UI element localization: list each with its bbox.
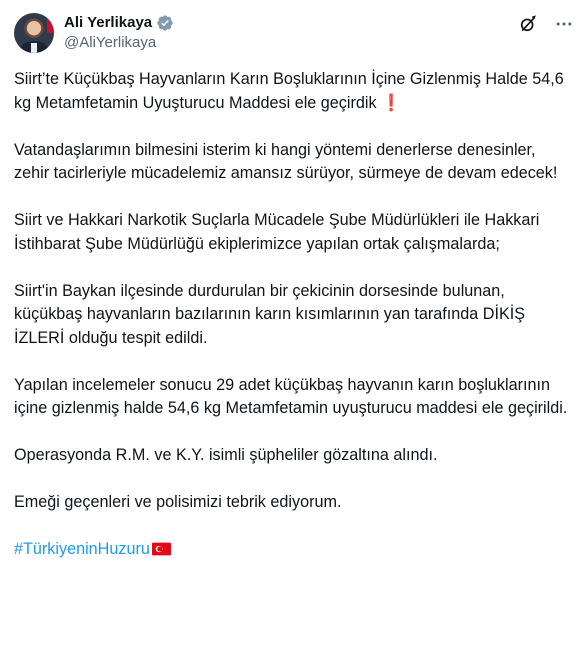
tweet-paragraph-5: Yapılan incelemeler sonucu 29 adet küçükbaş hayvanın karın boşluklarının içine gizlenmiş halde 54,6 kg Metamfetamin uyuşturucu maddesi ele geçirildi. <box>14 375 568 417</box>
grok-icon[interactable] <box>518 14 538 34</box>
header-actions <box>518 12 574 36</box>
more-icon[interactable] <box>554 14 574 34</box>
tweet-paragraph-2: Vatandaşlarımın bilmesini isterim ki hangi yöntemi denerlerse denesinler, zehir tacirleriyle mücadelemiz amansız sürüyor, sürmeye de devam edecek! <box>14 140 558 182</box>
verified-badge-icon <box>156 14 174 32</box>
exclamation-emoji-icon: ❗ <box>381 93 402 112</box>
avatar-shirt <box>31 43 37 53</box>
avatar-flag <box>47 19 54 33</box>
tweet-paragraph-4: Siirt'in Baykan ilçesinde durdurulan bir çekicinin dorsesinde bulunan, küçükbaş hayvanların bazılarının karın kısımlarının yan tarafında DİKİŞ İZLERİ olduğu tespit edildi. <box>14 281 526 347</box>
tweet-paragraph-headline <box>14 68 574 115</box>
headline-text: Siirt’te Küçükbaş Hayvanların Karın Boşluklarının İçine Gizlenmiş Halde 54,6 kg Metamfetamin Uyuşturucu Maddesi ele geçirdik <box>14 70 564 112</box>
tweet-paragraph-3: Siirt ve Hakkari Narkotik Suçlarla Mücadele Şube Müdürlükleri ile Hakkari İstihbarat Şube Müdürlüğü ekiplerimizce yapılan ortak çalışmalarda; <box>14 211 540 253</box>
tweet-header <box>14 12 574 54</box>
hashtag-link[interactable]: #TürkiyeninHuzuru <box>14 540 150 558</box>
author-display-name[interactable]: Ali Yerlikaya <box>64 14 153 31</box>
author-handle[interactable]: @AliYerlikaya <box>64 34 157 51</box>
tweet-hashtag-line <box>14 538 574 562</box>
tweet-paragraph-6: Operasyonda R.M. ve K.Y. isimli şüpheliler gözaltına alındı. <box>14 446 438 464</box>
avatar[interactable] <box>14 13 54 53</box>
turkey-flag-icon <box>152 542 171 556</box>
tweet-body <box>14 68 574 562</box>
author-block <box>64 13 174 53</box>
tweet-paragraph-7: Emeği geçenleri ve polisimizi tebrik ediyorum. <box>14 493 342 511</box>
name-row <box>64 13 174 33</box>
